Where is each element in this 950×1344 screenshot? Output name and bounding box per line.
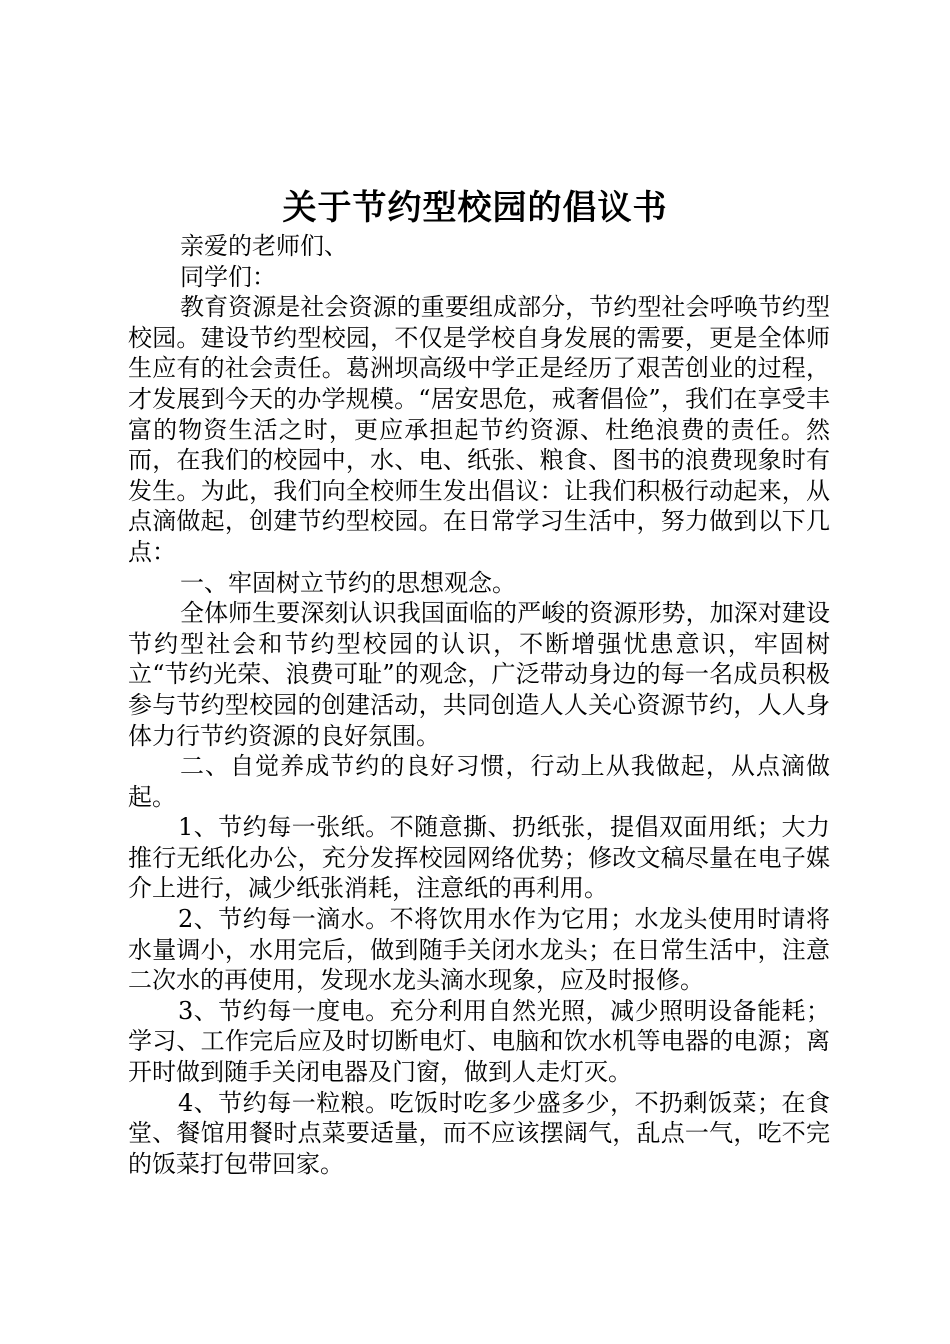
item-food: 4、节约每一粒粮。吃饭时吃多少盛多少，不扔剩饭菜；在食堂、餐馆用餐时点菜要适量，而不应该摆阔气，乱点一气，吃不完的饭菜打包带回家。 — [128, 1088, 830, 1178]
salutation-line-1: 亲爱的老师们、 — [180, 232, 348, 260]
paragraph-section-1: 全体师生要深刻认识我国面临的严峻的资源形势，加深对建设节约型社会和节约型校园的认识，不断增强忧患意识，牢固树立“节约光荣、浪费可耻”的观念，广泛带动身边的每一名成员积极参与节约型校园的创建活动，共同创造人人关心资源节约，人人身体力行节约资源的良好氛围。 — [128, 599, 830, 750]
item-paper: 1、节约每一张纸。不随意撕、扔纸张，提倡双面用纸；大力推行无纸化办公，充分发挥校园网络优势；修改文稿尽量在电子媒介上进行，减少纸张消耗，注意纸的再利用。 — [128, 813, 830, 903]
section-heading-1: 一、牢固树立节约的思想观念。 — [180, 568, 516, 597]
document-title: 关于节约型校园的倡议书 — [282, 188, 668, 228]
document-body — [128, 231, 830, 1179]
item-electricity: 3、节约每一度电。充分利用自然光照，减少照明设备能耗；学习、工作完后应及时切断电灯、电脑和饮水机等电器的电源；离开时做到随手关闭电器及门窗，做到人走灯灭。 — [128, 996, 830, 1087]
salutation-line-2: 同学们： — [180, 262, 276, 291]
paragraph-intro: 教育资源是社会资源的重要组成部分，节约型社会呼唤节约型校园。建设节约型校园，不仅是学校自身发展的需要，更是全体师生应有的社会责任。葛洲坝高级中学正是经历了艰苦创业的过程，才发展到今天的办学规模。“居安思危，戒奢倡俭”，我们在享受丰富的物资生活之时，更应承担起节约资源、杜绝浪费的责任。然而，在我们的校园中，水、电、纸张、粮食、图书的浪费现象时有发生。为此，我们向全校师生发出倡议：让我们积极行动起来，从点滴做起，创建节约型校园。在日常学习生活中，努力做到以下几点： — [128, 293, 830, 566]
item-water: 2、节约每一滴水。不将饮用水作为它用；水龙头使用时请将水量调小，水用完后，做到随手关闭水龙头；在日常生活中，注意二次水的再使用，发现水龙头滴水现象，应及时报修。 — [128, 905, 830, 995]
section-heading-2: 二、自觉养成节约的良好习惯，行动上从我做起，从点滴做起。 — [128, 752, 830, 811]
